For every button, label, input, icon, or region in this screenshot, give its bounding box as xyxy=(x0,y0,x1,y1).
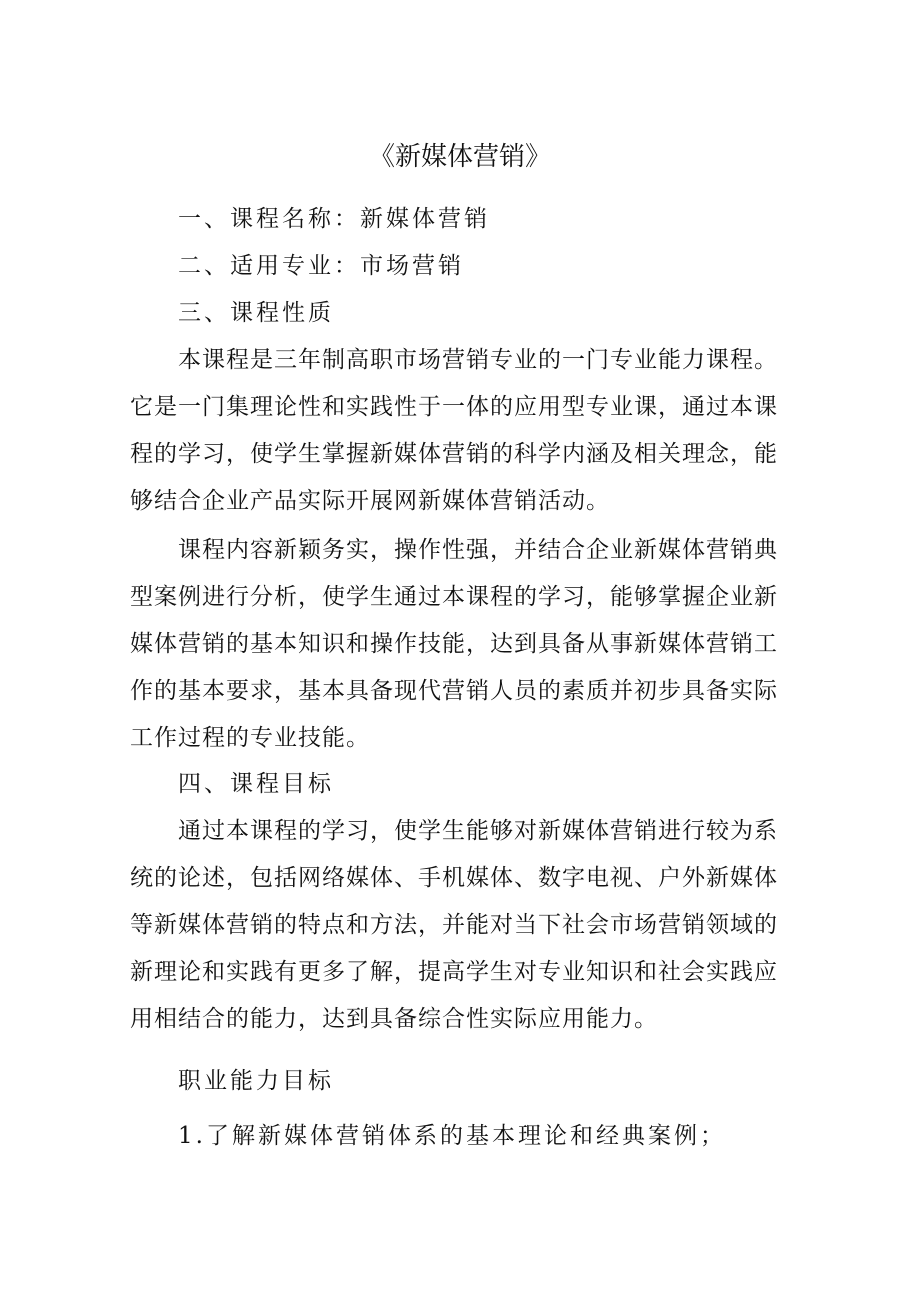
paragraph-line: 课程内容新颖务实，操作性强，并结合企业新媒体营销典 xyxy=(178,537,778,563)
paragraph-line: 够结合企业产品实际开展网新媒体营销活动。 xyxy=(130,488,610,514)
list-item: 1.了解新媒体营销体系的基本理论和经典案例； xyxy=(178,1123,726,1149)
section-heading-course-nature: 三、课程性质 xyxy=(178,300,334,326)
paragraph-line: 通过本课程的学习，使学生能够对新媒体营销进行较为系 xyxy=(178,818,778,844)
section-heading-course-name: 一、课程名称：新媒体营销 xyxy=(178,206,490,232)
paragraph-line: 媒体营销的基本知识和操作技能，达到具备从事新媒体营销工 xyxy=(130,631,778,657)
paragraph-line: 本课程是三年制高职市场营销专业的一门专业能力课程。 xyxy=(178,347,778,373)
subheading-vocational-ability-goal: 职业能力目标 xyxy=(178,1068,334,1094)
section-heading-major: 二、适用专业：市场营销 xyxy=(178,253,464,279)
section-heading-course-goal: 四、课程目标 xyxy=(178,771,334,797)
paragraph-line: 程的学习，使学生掌握新媒体营销的科学内涵及相关理念，能 xyxy=(130,441,778,467)
paragraph-line: 等新媒体营销的特点和方法，并能对当下社会市场营销领域的 xyxy=(130,912,778,938)
paragraph-line: 用相结合的能力，达到具备综合性实际应用能力。 xyxy=(130,1006,658,1032)
paragraph-line: 作的基本要求，基本具备现代营销人员的素质并初步具备实际 xyxy=(130,678,778,704)
document-title: 《新媒体营销》 xyxy=(368,142,551,172)
paragraph-line: 它是一门集理论性和实践性于一体的应用型专业课，通过本课 xyxy=(130,394,778,420)
paragraph-line: 工作过程的专业技能。 xyxy=(130,725,370,751)
paragraph-line: 型案例进行分析，使学生通过本课程的学习，能够掌握企业新 xyxy=(130,584,778,610)
paragraph-line: 新理论和实践有更多了解，提高学生对专业知识和社会实践应 xyxy=(130,959,778,985)
paragraph-line: 统的论述，包括网络媒体、手机媒体、数字电视、户外新媒体 xyxy=(130,865,778,891)
